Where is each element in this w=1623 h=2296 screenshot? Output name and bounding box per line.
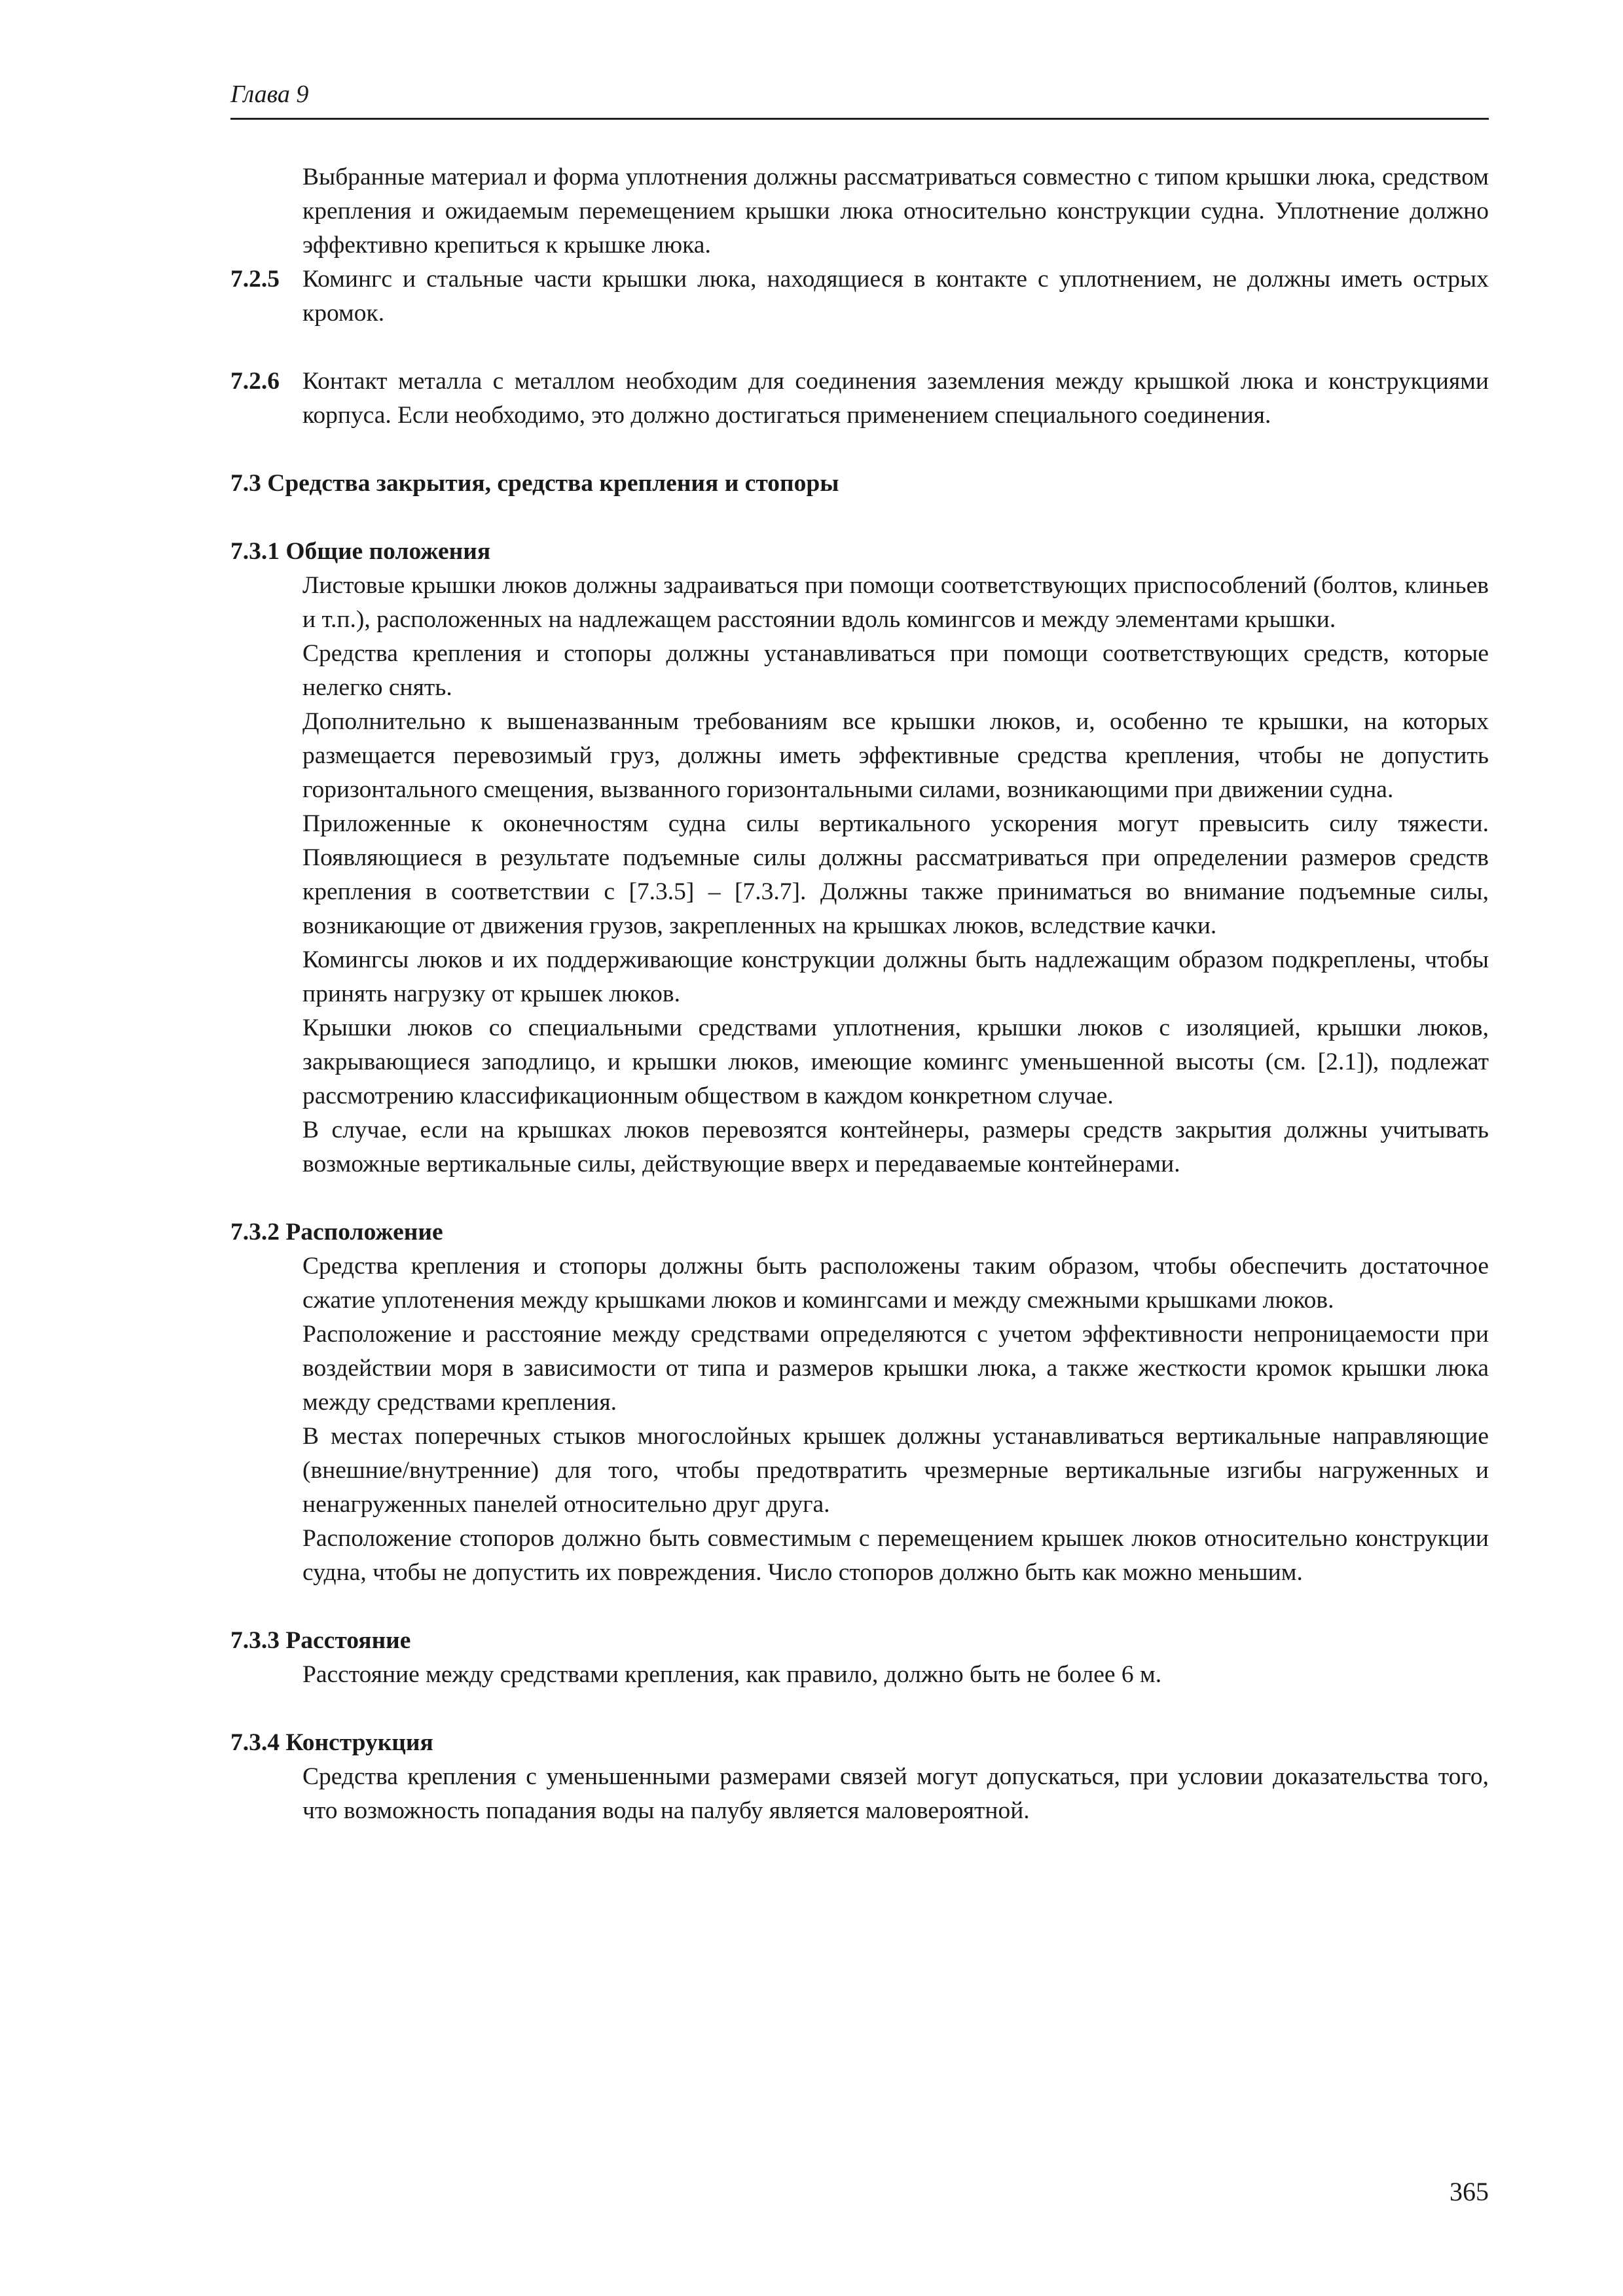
clause-7-2-5 [230,262,1489,331]
paragraph: Средства крепления с уменьшенными размерами связей могут допускаться, при условии доказательства того, что возможность попадания воды на палубу является маловероятной. [302,1763,1489,1824]
paragraph: Расположение и расстояние между средствами определяются с учетом эффективности непроницаемости при воздействии моря в зависимости от типа и размеров крышки люка, а также жесткости кромок крышки люка между средствами крепления. [302,1321,1489,1416]
section-heading-7-3: 7.3 Средства закрытия, средства крепления и стопоры [230,470,839,497]
page-body [230,160,1489,1828]
paragraph: Крышки люков со специальными средствами уплотнения, крышки люков с изоляцией, крышки люков, закрывающиеся заподлицо, и крышки люков, имеющие комингс уменьшенной высоты (см. [2.1]), подлежат рассмотрению классификационным обществом в каждом конкретном случае. [302,1014,1489,1109]
page-header [230,80,1489,120]
section-heading-7-3-2: 7.3.2 Расположение [230,1219,443,1246]
paragraph: Комингсы люков и их поддерживающие конструкции должны быть надлежащим образом подкреплены, чтобы принять нагрузку от крышек люков. [302,946,1489,1007]
section-heading-7-3-1: 7.3.1 Общие положения [230,538,491,565]
paragraph: Средства крепления и стопоры должны устанавливаться при помощи соответствующих средств, которые нелегко снять. [302,640,1489,701]
paragraph: Расстояние между средствами крепления, как правило, должно быть не более 6 м. [302,1661,1162,1688]
section-heading-7-3-4: 7.3.4 Конструкция [230,1729,433,1756]
clause-number: 7.2.6 [230,368,280,395]
clause-text: Контакт металла с металлом необходим для соединения заземления между крышкой люка и конструкциями корпуса. Если необходимо, это должно достигаться применением специального соединения. [302,368,1489,429]
clause-7-2-6 [230,365,1489,433]
paragraph: В случае, если на крышках люков перевозятся контейнеры, размеры средств закрытия должны учитывать возможные вертикальные силы, действующие вверх и передаваемые контейнерами. [302,1117,1489,1177]
paragraph: В местах поперечных стыков многослойных крышек должны устанавливаться вертикальные направляющие (внешние/внутренние) для того, чтобы предотвратить чрезмерные вертикальные изгибы нагруженных и ненагруженных панелей относительно друг друга. [302,1423,1489,1518]
page-number: 365 [1450,2177,1489,2206]
intro-paragraph: Выбранные материал и форма уплотнения должны рассматриваться совместно с типом крышки люка, средством крепления и ожидаемым перемещением крышки люка относительно конструкции судна. Уплотнение должно эффективно крепиться к крышке люка. [302,164,1489,259]
section-heading-7-3-3: 7.3.3 Расстояние [230,1627,411,1654]
clause-text: Комингс и стальные части крышки люка, находящиеся в контакте с уплотнением, не должны иметь острых кромок. [302,266,1489,327]
paragraph: Средства крепления и стопоры должны быть расположены таким образом, чтобы обеспечить достаточное сжатие уплотенения между крышками люков и комингсами и между смежными крышками люков. [302,1253,1489,1314]
paragraph: Листовые крышки люков должны задраиваться при помощи соответствующих приспособлений (болтов, клиньев и т.п.), расположенных на надлежащем расстоянии вдоль комингсов и между элементами крышки. [302,572,1489,633]
chapter-title: Глава 9 [230,81,309,108]
paragraph: Дополнительно к вышеназванным требованиям все крышки люков, и, особенно те крышки, на которых размещается перевозимый груз, должны иметь эффективные средства крепления, чтобы не допустить горизонтального смещения, вызванного горизонтальными силами, возникающими при движении судна. [302,708,1489,803]
clause-number: 7.2.5 [230,266,280,293]
paragraph: Приложенные к оконечностям судна силы вертикального ускорения могут превысить силу тяжести. Появляющиеся в результате подъемные силы должны рассматриваться при определении размеров средств крепления в соответствии с [7.3.5] – [7.3.7]. Должны также приниматься во внимание подъемные силы, возникающие от движения грузов, закрепленных на крышках люков, вследствие качки. [302,810,1489,939]
paragraph: Расположение стопоров должно быть совместимым с перемещением крышек люков относительно конструкции судна, чтобы не допустить их повреждения. Число стопоров должно быть как можно меньшим. [302,1525,1489,1586]
